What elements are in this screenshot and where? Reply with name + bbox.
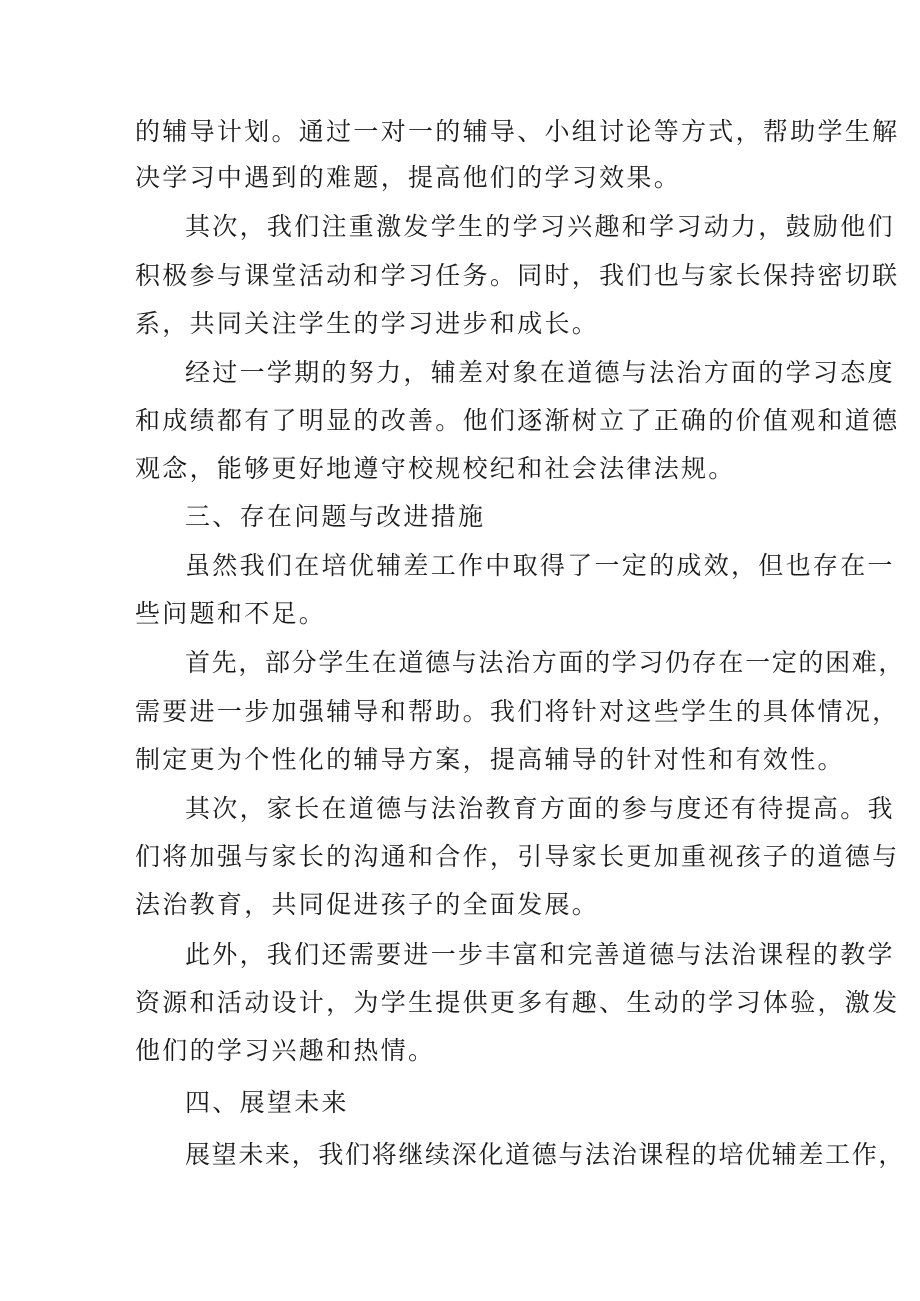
paragraph-start: 其次，我们注重激发学生的学习兴趣和学习动力，鼓励他们 — [185, 212, 895, 241]
section-heading: 四、展望未来 — [185, 1088, 349, 1117]
section-heading: 三、存在问题与改进措施 — [185, 502, 486, 531]
paragraph-start: 此外，我们还需要进一步丰富和完善道德与法治课程的教学 — [185, 940, 895, 969]
text-line: 需要进一步加强辅导和帮助。我们将针对这些学生的具体情况， — [135, 697, 900, 726]
paragraph-start: 经过一学期的努力，辅差对象在道德与法治方面的学习态度 — [185, 358, 895, 387]
paragraph-start: 首先，部分学生在道德与法治方面的学习仍存在一定的困难， — [185, 648, 906, 677]
text-line: 系，共同关注学生的学习进步和成长。 — [135, 309, 600, 338]
text-line: 制定更为个性化的辅导方案，提高辅导的针对性和有效性。 — [135, 745, 845, 774]
text-line: 和成绩都有了明显的改善。他们逐渐树立了正确的价值观和道德 — [135, 406, 900, 435]
text-line: 们将加强与家长的沟通和合作，引导家长更加重视孩子的道德与 — [135, 842, 900, 871]
text-line: 观念，能够更好地遵守校规校纪和社会法律法规。 — [135, 454, 736, 483]
text-line: 资源和活动设计，为学生提供更多有趣、生动的学习体验，激发 — [135, 988, 900, 1017]
text-line: 他们的学习兴趣和热情。 — [135, 1036, 436, 1065]
paragraph-start: 其次，家长在道德与法治教育方面的参与度还有待提高。我 — [185, 794, 895, 823]
text-line: 的辅导计划。通过一对一的辅导、小组讨论等方式，帮助学生解 — [135, 117, 900, 146]
text-line: 法治教育，共同促进孩子的全面发展。 — [135, 890, 600, 919]
text-line: 决学习中遇到的难题，提高他们的学习效果。 — [135, 163, 682, 192]
text-line: 积极参与课堂活动和学习任务。同时，我们也与家长保持密切联 — [135, 261, 900, 290]
paragraph-start: 虽然我们在培优辅差工作中取得了一定的成效，但也存在一 — [185, 551, 895, 580]
paragraph-start: 展望未来，我们将继续深化道德与法治课程的培优辅差工作， — [185, 1140, 906, 1169]
text-line: 些问题和不足。 — [135, 599, 327, 628]
